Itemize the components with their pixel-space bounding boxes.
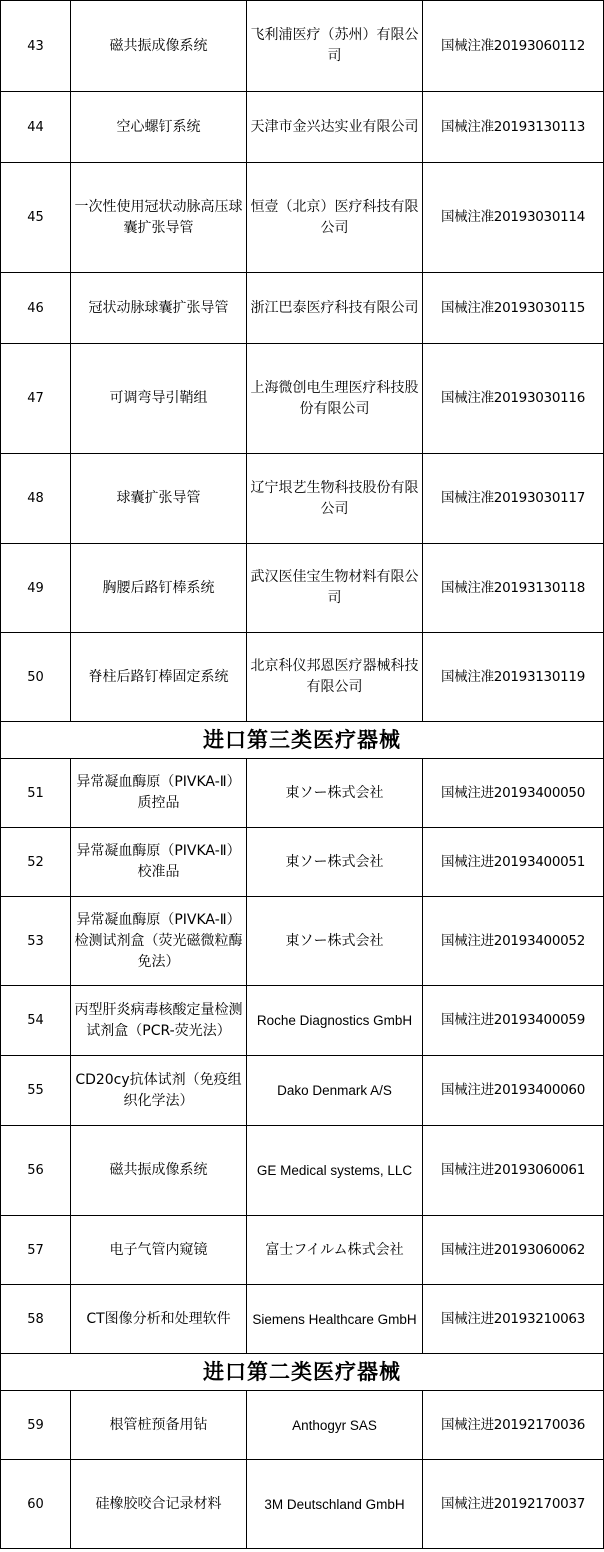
row-number: 54 [1,986,71,1056]
device-name: 脊柱后路钉棒固定系统 [71,633,247,722]
device-name: 异常凝血酶原（PIVKA-Ⅱ）检测试剂盒（荧光磁微粒酶免法） [71,897,247,986]
table-row [1,986,604,1056]
registration-number: 国械注进20193400059 [423,986,604,1056]
registration-number: 国械注进20192170036 [423,1391,604,1460]
table-row [1,344,604,454]
device-name: CD20cy抗体试剂（免疫组织化学法） [71,1056,247,1126]
device-name: 冠状动脉球囊扩张导管 [71,273,247,344]
company-name: 上海微创电生理医疗科技股份有限公司 [247,344,423,454]
row-number: 56 [1,1126,71,1216]
registration-number: 国械注进20192170037 [423,1460,604,1549]
device-name: 磁共振成像系统 [71,1,247,92]
registration-number: 国械注进20193400052 [423,897,604,986]
row-number: 60 [1,1460,71,1549]
table-row [1,1056,604,1126]
table-row [1,633,604,722]
company-name: 富士フイルム株式会社 [247,1216,423,1285]
row-number: 48 [1,454,71,544]
table-row [1,454,604,544]
company-name: 恒壹（北京）医疗科技有限公司 [247,163,423,273]
device-name: CT图像分析和处理软件 [71,1285,247,1354]
table-row [1,828,604,897]
row-number: 58 [1,1285,71,1354]
device-name: 球囊扩张导管 [71,454,247,544]
row-number: 46 [1,273,71,344]
registration-number: 国械注准20193060112 [423,1,604,92]
table-row [1,897,604,986]
device-name: 电子气管内窥镜 [71,1216,247,1285]
table-row [1,1,604,92]
row-number: 50 [1,633,71,722]
company-name: 東ソー株式会社 [247,759,423,828]
row-number: 57 [1,1216,71,1285]
company-name: 飞利浦医疗（苏州）有限公司 [247,1,423,92]
company-name: Anthogyr SAS [247,1391,423,1460]
registration-number: 国械注进20193060061 [423,1126,604,1216]
registration-number: 国械注准20193130119 [423,633,604,722]
row-number: 49 [1,544,71,633]
company-name: 辽宁垠艺生物科技股份有限公司 [247,454,423,544]
company-name: 北京科仪邦恩医疗器械科技有限公司 [247,633,423,722]
table-row [1,92,604,163]
table-row [1,759,604,828]
device-name: 硅橡胶咬合记录材料 [71,1460,247,1549]
section-title-import-class3: 进口第三类医疗器械 [1,722,604,759]
device-name: 异常凝血酶原（PIVKA-Ⅱ）校准品 [71,828,247,897]
section-row [1,722,604,759]
device-name: 可调弯导引鞘组 [71,344,247,454]
company-name: Roche Diagnostics GmbH [247,986,423,1056]
company-name: 武汉医佳宝生物材料有限公司 [247,544,423,633]
table-row [1,544,604,633]
company-name: 天津市金兴达实业有限公司 [247,92,423,163]
registration-number: 国械注进20193400050 [423,759,604,828]
table-row [1,273,604,344]
registration-number: 国械注准20193030116 [423,344,604,454]
row-number: 43 [1,1,71,92]
company-name: 3M Deutschland GmbH [247,1460,423,1549]
company-name: Siemens Healthcare GmbH [247,1285,423,1354]
device-name: 空心螺钉系统 [71,92,247,163]
company-name: 浙江巴泰医疗科技有限公司 [247,273,423,344]
company-name: 東ソー株式会社 [247,828,423,897]
device-name: 磁共振成像系统 [71,1126,247,1216]
row-number: 51 [1,759,71,828]
registration-number: 国械注进20193060062 [423,1216,604,1285]
device-name: 根管桩预备用钻 [71,1391,247,1460]
registration-number: 国械注进20193210063 [423,1285,604,1354]
row-number: 45 [1,163,71,273]
row-number: 53 [1,897,71,986]
row-number: 44 [1,92,71,163]
registration-number: 国械注准20193030115 [423,273,604,344]
registration-number: 国械注准20193130118 [423,544,604,633]
device-name: 一次性使用冠状动脉高压球囊扩张导管 [71,163,247,273]
registration-number: 国械注准20193030114 [423,163,604,273]
table-row [1,1126,604,1216]
device-name: 异常凝血酶原（PIVKA-Ⅱ）质控品 [71,759,247,828]
registration-number: 国械注进20193400060 [423,1056,604,1126]
row-number: 47 [1,344,71,454]
row-number: 59 [1,1391,71,1460]
company-name: 東ソー株式会社 [247,897,423,986]
device-name: 胸腰后路钉棒系统 [71,544,247,633]
registration-number: 国械注准20193130113 [423,92,604,163]
table-row [1,1460,604,1549]
company-name: GE Medical systems, LLC [247,1126,423,1216]
company-name: Dako Denmark A/S [247,1056,423,1126]
table-row [1,163,604,273]
section-title-import-class2: 进口第二类医疗器械 [1,1354,604,1391]
table-row [1,1216,604,1285]
registration-number: 国械注进20193400051 [423,828,604,897]
registration-number: 国械注准20193030117 [423,454,604,544]
table-row [1,1285,604,1354]
device-name: 丙型肝炎病毒核酸定量检测试剂盒（PCR-荧光法） [71,986,247,1056]
table-row [1,1391,604,1460]
row-number: 52 [1,828,71,897]
section-row [1,1354,604,1391]
row-number: 55 [1,1056,71,1126]
